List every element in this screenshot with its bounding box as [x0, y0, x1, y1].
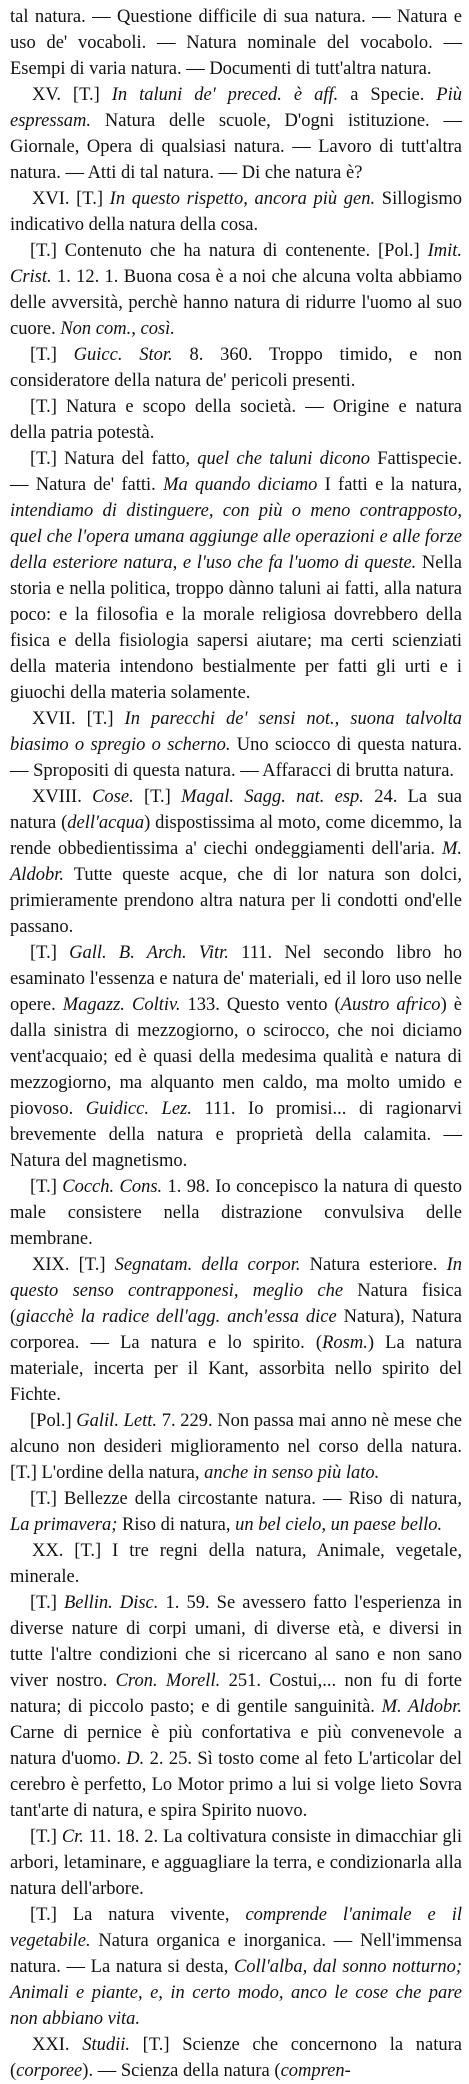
dictionary-entry — [10, 82, 462, 186]
italic-text: Coll'alba, dal sonno notturno; Animali e piante, e, in certo modo, anco le cose che pare non abbiano vita. — [10, 1957, 462, 2029]
entry-text: XVII. [T.] — [32, 709, 125, 729]
entry-text: Nella storia e nella politica, troppo dànno taluni ai fatti, alla natura poco: e la filosofia e la morale religiosa dovrebbero della fisica e della fisiologia sapersi aiutare; ma certi scienziati della materia intendono bestialmente per fatti gli urti e i giuochi della materia solamente. — [10, 553, 462, 703]
dictionary-entry — [10, 2032, 462, 2084]
italic-text: dell'acqua — [67, 813, 145, 833]
italic-text: Cose. — [92, 787, 134, 807]
entry-text: [T.] — [30, 345, 74, 365]
entry-text: 2. 25. Sì tosto come al feto L'articolar del cerebro è perfetto, Lo Motor primo a lui si volge lieto Sovra tant'arte di natura, e spira Spirito nuovo. — [10, 1749, 462, 1821]
italic-text: Segnatam. della corpor. — [114, 1255, 301, 1275]
italic-text: giacchè la radice dell'agg. anch'essa dice — [16, 1307, 337, 1327]
italic-text: Bellin. Disc. — [63, 1593, 159, 1613]
italic-text: M. Aldobr. — [10, 839, 462, 885]
entry-text: [T.] — [30, 1177, 63, 1197]
italic-text: intendiamo di distinguere, con più o meno contrapposto, quel che l'opera umana aggiunge alle operazioni e alle forze della esteriore natura, e l'uso che fa l'uomo di queste. — [10, 501, 462, 573]
entry-text: XV. [T.] — [32, 85, 112, 105]
italic-text: quel che taluni dicono — [197, 449, 370, 469]
dictionary-entry — [10, 1174, 462, 1252]
italic-text: Più espressam. — [10, 85, 462, 131]
entry-text: Carne di pernice è più confortativa e più convenevole a natura d'uomo. — [10, 1723, 462, 1769]
dictionary-entry — [10, 1252, 462, 1408]
dictionary-entry — [10, 1486, 462, 1538]
dictionary-entry — [10, 394, 462, 446]
entry-text: ) è dalla sinistra di mezzogiorno, o scirocco, che noi diciamo vent'acquaio; ed è quasi della medesima qualità e natura di mezzogiorno, ma alquanto men caldo, ma molto umido e piovoso. — [10, 995, 462, 1119]
italic-text: Galil. Lett. — [76, 1411, 158, 1431]
entry-text: [T.] Natura e scopo della società. — Origine e natura della patria potestà. — [10, 397, 462, 443]
italic-text: D. — [126, 1749, 145, 1769]
entry-text: [T.] Natura del fatto, — [30, 449, 198, 469]
entry-text: Natura fisica ( — [10, 1281, 462, 1327]
italic-text: In taluni de' preced. è aff. — [111, 85, 339, 105]
italic-text: La primavera; — [10, 1515, 118, 1535]
entry-text: [T.] — [30, 1827, 62, 1847]
dictionary-entry — [10, 1590, 462, 1824]
italic-text: Guicc. Stor. — [73, 345, 173, 365]
italic-text: M. Aldobr. — [381, 1697, 462, 1717]
entry-text: Fattispecie. — Natura de' fatti. — [10, 449, 462, 495]
italic-text: Studii. — [82, 2035, 130, 2055]
entry-text: a Specie. — [338, 85, 437, 105]
entry-text: Uno sciocco di questa natura. — Spropositi di questa natura. — Affaracci di brutta natura. — [10, 735, 462, 781]
entry-text: 111. Nel secondo libro ho esaminato l'essenza e natura de' materiali, ed il loro uso nelle opere. — [10, 943, 462, 1015]
dictionary-entry — [10, 1538, 462, 1590]
entry-text: Tutte queste acque, che di lor natura son dolci, primieramente prendono altra natura per li condotti ond'elle passano. — [10, 865, 462, 937]
entry-text: XIX. [T.] — [32, 1255, 115, 1275]
entry-text: ) dispostissima al moto, come dicemmo, la rende obbedientissima a' ciechi ondeggiamenti dell'aria. — [10, 813, 462, 859]
italic-text: Gall. B. Arch. Vitr. — [69, 943, 229, 963]
dictionary-entry — [10, 1408, 462, 1486]
entry-text: ). — Scienza della natura ( — [82, 2061, 281, 2081]
italic-text: Ma quando diciamo — [163, 475, 318, 495]
entry-text: 8. 360. Troppo timido, e non consideratore della natura de' pericoli presenti. — [10, 345, 463, 391]
entry-text: XVIII. — [32, 787, 93, 807]
dictionary-entry — [10, 238, 462, 342]
italic-text: comprende l'animale e il vegetabile. — [10, 1905, 462, 1951]
entry-text: XVI. [T.] — [32, 189, 110, 209]
italic-text: In questo rispetto, ancora più gen. — [109, 189, 376, 209]
dictionary-entry — [10, 186, 462, 238]
dictionary-entry — [10, 706, 462, 784]
entry-text: Sillogismo indicativo della natura della cosa. — [10, 189, 462, 235]
italic-text: Cocch. Cons. — [62, 1177, 163, 1197]
dictionary-entry — [10, 4, 462, 82]
italic-text: In parecchi de' sensi not., suona talvolta biasimo o spregio o scherno. — [10, 709, 462, 755]
entry-text: 251. Costui,... non fu di forte natura; di piccolo pasto; e di gentile sanguinità. — [10, 1671, 462, 1717]
dictionary-entry — [10, 784, 462, 940]
italic-text: Non com., così. — [60, 319, 175, 339]
entry-text: 7. 229. Non passa mai anno nè mese che alcuno non desideri miglioramento nel corso della natura. [T.] L'ordine della natura, — [10, 1411, 463, 1483]
entry-text: 24. La sua natura ( — [10, 787, 462, 833]
entry-text: ) La natura materiale, incerta per il Kant, assorbita nello spirito del Fichte. — [10, 1333, 463, 1405]
entry-text: Natura delle scuole, D'ogni istituzione. — Giornale, Opera di qualsiasi natura. — Lavoro di tutt'altra natura. — Atti di tal natura. — Di che natura è? — [10, 111, 462, 183]
entry-text: XXI. — [32, 2035, 83, 2055]
entry-text: 1. 98. Io concepisco la natura di questo male consistere nella distrazione convulsiva delle membrane. — [10, 1177, 462, 1249]
entry-text: [T.] — [133, 787, 182, 807]
entry-text: 11. 18. 2. La coltivatura consiste in dimacchiar gli arbori, letaminare, e agguagliare la terra, e condizionarla alla natura dell'arbore. — [10, 1827, 463, 1899]
italic-text: Cr. — [61, 1827, 84, 1847]
italic-text: Guidicc. Lez. — [85, 1099, 192, 1119]
entry-text: I fatti e la natura, — [317, 475, 463, 495]
dictionary-entry — [10, 940, 462, 1174]
entry-text: Natura esteriore. — [300, 1255, 447, 1275]
italic-text: un bel cielo, un paese bello. — [235, 1515, 443, 1535]
entry-text: 1. 12. 1. Buona cosa è a noi che alcuna volta abbiamo delle avversità, perchè hanno natura di ridurre l'uomo al suo cuore. — [10, 267, 462, 339]
dictionary-entry — [10, 342, 462, 394]
entry-text: 111. Io promisi... di ragionarvi brevemente della natura e proprietà della calamita. — Natura del magnetismo. — [10, 1099, 463, 1171]
entry-text: [T.] Contenuto che ha natura di contenente. [Pol.] — [30, 241, 428, 261]
entry-text: XX. [T.] I tre regni della natura, Animale, vegetale, minerale. — [10, 1541, 462, 1587]
italic-text: Rosm. — [322, 1333, 368, 1353]
italic-text: Austro africo — [340, 995, 441, 1015]
italic-text: Magazz. Coltiv. — [62, 995, 181, 1015]
entry-text: [T.] — [30, 1593, 64, 1613]
entry-text: [T.] — [30, 943, 70, 963]
dictionary-entry — [10, 1824, 462, 1902]
entry-text: [Pol.] — [30, 1411, 77, 1431]
dictionary-entry — [10, 446, 462, 706]
italic-text: corporee — [16, 2061, 83, 2081]
italic-text: Cron. Morell. — [115, 1671, 221, 1691]
entry-text: Riso di natura, — [117, 1515, 236, 1535]
entry-text: [T.] Scienze che concernono la natura ( — [10, 2035, 462, 2081]
entry-text: 133. Questo vento ( — [180, 995, 341, 1015]
italic-text: Imit. Crist. — [10, 241, 462, 287]
dictionary-entry — [10, 1902, 462, 2032]
italic-text: In questo senso contrapponesi, meglio che — [10, 1255, 462, 1301]
entry-text: [T.] Bellezze della circostante natura. — Riso di natura, — [30, 1489, 462, 1509]
italic-text: compren- — [280, 2061, 351, 2081]
entry-text: Natura organica e inorganica. — Nell'immensa natura. — La natura si desta, — [10, 1931, 462, 1977]
entry-text: [T.] La natura vivente, — [30, 1905, 246, 1925]
entry-text: 1. 59. Se avessero fatto l'esperienza in diverse nature di corpi umani, di diverse età, e diversi in tutte l'altre condizioni che si ricercano al sano e non sano viver nostro. — [10, 1593, 463, 1691]
italic-text: anche in senso più lato. — [204, 1463, 380, 1483]
entry-text: tal natura. — Questione difficile di sua natura. — Natura e uso de' vocaboli. — Natura nominale del vocabolo. — Esempi di varia natura. — Documenti di tutt'altra natura. — [10, 7, 462, 79]
entry-text: Natura), Natura corporea. — La natura e lo spirito. ( — [10, 1307, 463, 1353]
italic-text: Magal. Sagg. nat. esp. — [181, 787, 364, 807]
